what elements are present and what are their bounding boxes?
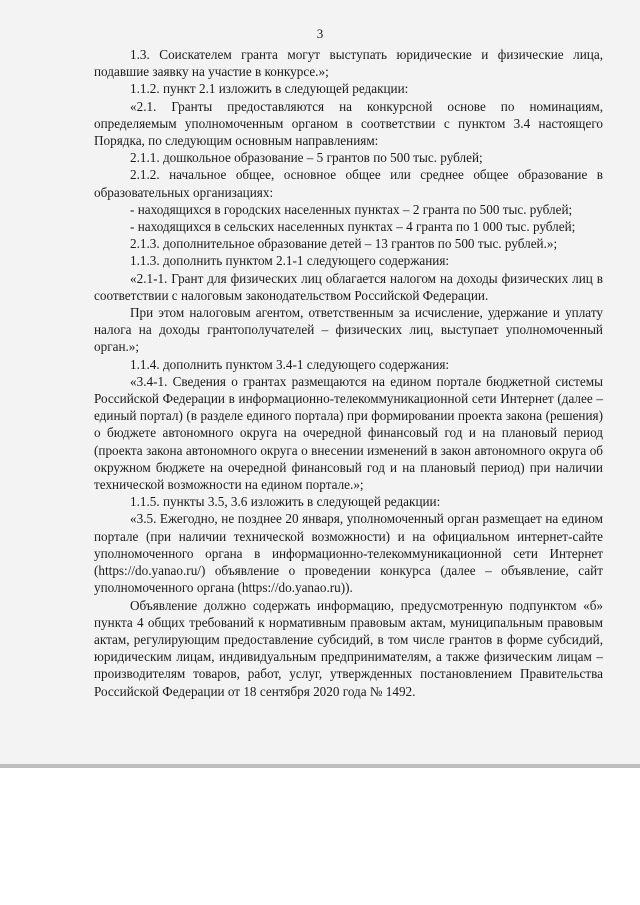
paragraph-2-1-1-grant-tax: «2.1-1. Грант для физических лиц облагается налогом на доходы физических лиц в соответствии с налоговым законодательством Российской Федерации.: [94, 270, 603, 303]
paragraph-tax-agent: При этом налоговым агентом, ответственным за исчисление, удержание и уплату налога на доходы грантополучателей – физических лиц, выступает уполномоченный орган.»;: [94, 305, 603, 355]
paragraph-3-4-1: «3.4-1. Сведения о грантах размещаются на едином портале бюджетной системы Российской Федерации в информационно-телекоммуникационной сети Интернет (далее – единый портал) (в разделе единого портала) при формировании проекта закона (решения) о бюджете автономного округа на очередной финансовый год и на плановый период (проекта закона автономного округа о внесении изменений в закон автономного округа об окружном бюджете на очередной финансовый год и на плановый период) при наличии технической возможности на едином портале.»;: [94, 373, 603, 493]
paragraph-1-1-4: 1.1.4. дополнить пунктом 3.4-1 следующего содержания:: [130, 356, 450, 372]
paragraph-2-1-1: 2.1.1. дошкольное образование – 5 грантов по 500 тыс. рублей;: [130, 150, 483, 166]
paragraph-2-1-2: 2.1.2. начальное общее, основное общее или среднее общее образование в образовательных организациях:: [94, 167, 603, 200]
paragraph-2-1: «2.1. Гранты предоставляются на конкурсной основе по номинациям, определяемым уполномоченным органом в соответствии с пунктом 3.4 настоящего Порядка, по следующим основным направлениям:: [94, 98, 603, 149]
paragraph-urban-item: - находящихся в городских населенных пунктах – 2 гранта по 500 тыс. рублей;: [130, 201, 573, 217]
paragraph-1-1-2: 1.1.2. пункт 2.1 изложить в следующей редакции:: [130, 81, 409, 97]
paragraph-3-5: «3.5. Ежегодно, не позднее 20 января, уполномоченный орган размещает на едином портале (при наличии технической возможности) и на официальном интернет-сайте уполномоченного органа в информационно-телекоммуникационной сети Интернет (https://do.yanao.ru/) объявление о проведении конкурса (далее – объявление, сайт уполномоченного органа (https://do.yanao.ru)).: [94, 511, 603, 596]
paragraph-1-1-5: 1.1.5. пункты 3.5, 3.6 изложить в следующей редакции:: [130, 494, 441, 510]
paragraph-1-3: 1.3. Соискателем гранта могут выступать юридические и физические лица, подавшие заявку на участие в конкурсе.»;: [94, 47, 603, 80]
paragraph-2-1-3: 2.1.3. дополнительное образование детей – 13 грантов по 500 тыс. рублей.»;: [130, 236, 558, 252]
document-body: [94, 46, 603, 700]
paragraph-1-1-3: 1.1.3. дополнить пунктом 2.1-1 следующего содержания:: [130, 253, 450, 269]
paragraph-rural-item: - находящихся в сельских населенных пунктах – 4 гранта по 1 000 тыс. рублей;: [130, 219, 576, 235]
paragraph-announcement: Объявление должно содержать информацию, предусмотренную подпунктом «б» пункта 4 общих требований к нормативным правовым актам, муниципальным правовым актам, регулирующим предоставление субсидий, в том числе грантов в форме субсидий, юридическим лицам, индивидуальным предпринимателям, а также физическим лицам – производителям товаров, работ, услуг, утвержденных постановлением Правительства Российской Федерации от 18 сентября 2020 года № 1492.: [94, 597, 603, 699]
page-number: 3: [316, 26, 324, 41]
